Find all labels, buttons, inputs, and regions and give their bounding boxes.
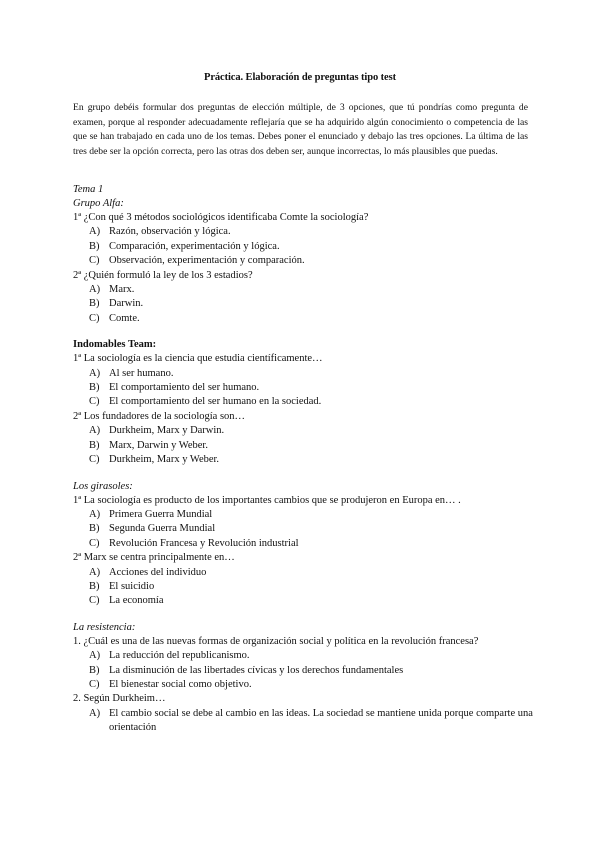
option-letter: A) [89, 650, 101, 662]
option-text: La economía [109, 595, 164, 607]
option-text: Darwin. [109, 298, 144, 310]
option-letter: C) [89, 454, 100, 466]
option-text: Razón, observación y lógica. [109, 226, 231, 238]
option-letter: B) [89, 382, 100, 394]
option-letter: B) [89, 240, 100, 252]
option-letter: A) [89, 284, 101, 296]
option-letter: B) [89, 664, 100, 676]
option-text: Observación, experimentación y comparación. [109, 255, 305, 267]
option-letter: C) [89, 678, 100, 690]
option-text: Al ser humano. [109, 367, 174, 379]
option-text: Comparación, experimentación y lógica. [109, 240, 280, 252]
answer-option [73, 254, 533, 268]
question-section [73, 480, 533, 609]
question-text: 2ª Los fundadores de la sociología son… [73, 410, 246, 422]
answer-options [73, 283, 533, 326]
answer-option [73, 283, 533, 297]
answer-option [73, 381, 533, 395]
option-text: Segunda Guerra Mundial [109, 523, 216, 535]
section-heading: Tema 1 [73, 184, 104, 195]
option-letter: A) [89, 566, 101, 578]
option-text: El cambio social se debe al cambio en las ideas. La sociedad se mantiene unida porque comparte una orientación [109, 707, 533, 734]
section-heading: Grupo Alfa: [73, 198, 124, 209]
option-letter: C) [89, 255, 100, 267]
answer-option [73, 439, 533, 453]
section-heading: Los girasoles: [73, 480, 133, 492]
option-text: Acciones del individuo [109, 566, 207, 578]
option-text: El comportamiento del ser humano en la sociedad. [109, 396, 322, 408]
option-letter: B) [89, 580, 100, 592]
option-letter: C) [89, 396, 100, 408]
answer-option [73, 453, 533, 467]
answer-options [73, 424, 533, 467]
answer-option [73, 649, 533, 663]
option-letter: A) [89, 707, 101, 719]
option-text: Marx, Darwin y Weber. [109, 439, 208, 451]
answer-option [73, 395, 533, 409]
option-letter: C) [89, 595, 100, 607]
question-text: 2ª ¿Quién formuló la ley de los 3 estadios? [73, 269, 253, 281]
question-text: 2. Según Durkheim… [73, 693, 166, 705]
answer-option [73, 508, 533, 522]
answer-options [73, 508, 533, 551]
answer-option [73, 664, 533, 678]
answer-option [73, 312, 533, 326]
answer-options [73, 566, 533, 609]
answer-option [73, 240, 533, 254]
answer-option [73, 566, 533, 580]
option-letter: A) [89, 508, 101, 520]
answer-options [73, 367, 533, 410]
answer-option [73, 424, 533, 438]
answer-option [73, 707, 533, 736]
section-heading: Indomables Team: [73, 339, 157, 351]
option-text: Revolución Francesa y Revolución industrial [109, 537, 299, 549]
question-text: 2ª Marx se centra principalmente en… [73, 552, 235, 564]
section-heading: La resistencia: [73, 621, 136, 633]
option-letter: A) [89, 226, 101, 238]
answer-option [73, 225, 533, 239]
option-text: Primera Guerra Mundial [109, 508, 213, 520]
document-title: Práctica. Elaboración de preguntas tipo test [204, 72, 396, 83]
option-text: El suicidio [109, 580, 155, 592]
option-text: Durkheim, Marx y Darwin. [109, 425, 225, 437]
option-letter: B) [89, 298, 100, 310]
option-text: Comte. [109, 312, 140, 324]
question-sections [73, 183, 533, 748]
question-section [73, 338, 533, 467]
answer-options [73, 649, 533, 692]
option-letter: A) [89, 367, 101, 379]
answer-option [73, 678, 533, 692]
option-letter: B) [89, 523, 100, 535]
answer-option [73, 367, 533, 381]
question-section [73, 621, 533, 736]
option-letter: C) [89, 537, 100, 549]
option-text: Durkheim, Marx y Weber. [109, 454, 220, 466]
question-text: 1. ¿Cuál es una de las nuevas formas de organización social y política en la revolución francesa? [73, 635, 479, 647]
answer-options [73, 707, 533, 736]
answer-option [73, 297, 533, 311]
question-section [73, 183, 533, 326]
answer-options [73, 225, 533, 268]
answer-option [73, 580, 533, 594]
answer-option [73, 537, 533, 551]
option-text: La reducción del republicanismo. [109, 650, 250, 662]
answer-option [73, 594, 533, 608]
answer-option [73, 522, 533, 536]
question-text: 1ª ¿Con qué 3 métodos sociológicos identificaba Comte la sociología? [73, 212, 369, 223]
question-text: 1ª La sociología es producto de los importantes cambios que se produjeron en Europa en… . [73, 494, 461, 506]
option-text: La disminución de las libertades cívicas y los derechos fundamentales [109, 664, 404, 676]
option-letter: A) [89, 425, 101, 437]
option-text: Marx. [109, 284, 135, 296]
option-letter: B) [89, 439, 100, 451]
instructions-paragraph: En grupo debéis formular dos preguntas de elección múltiple, de 3 opciones, que tú pondrías como pregunta de examen, porque al responder adecuadamente reflejaría que se ha adquirido algún conocimiento o competencia de las que se han trabajado en cada uno de los temas. Debes poner el enunciado y debajo las tres opciones. La última de las tres debe ser la opción correcta, pero las otras dos deben ser, aunque incorrectas, lo más plausibles que puedas. [73, 102, 528, 157]
option-letter: C) [89, 312, 100, 324]
option-text: El bienestar social como objetivo. [109, 678, 252, 690]
question-text: 1ª La sociología es la ciencia que estudia científicamente… [73, 353, 323, 365]
option-text: El comportamiento del ser humano. [109, 382, 260, 394]
